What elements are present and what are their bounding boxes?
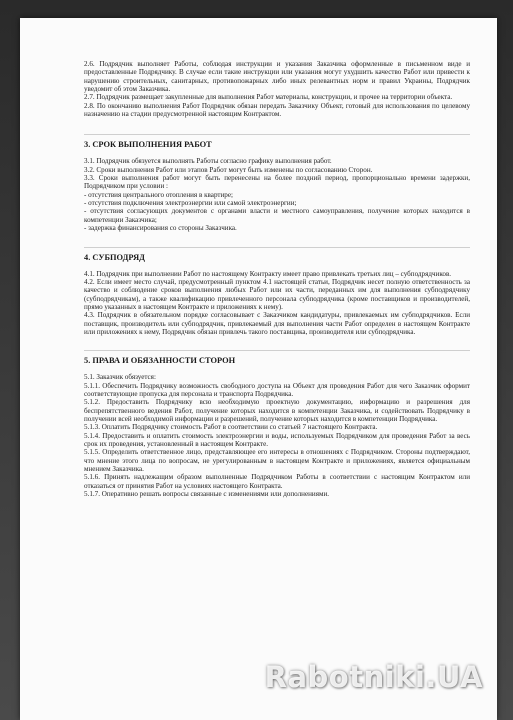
clause-3-3: 3.3. Сроки выполнения работ могут быть перенесены на более поздний период, пропорционально времени задержки, Подрядчиком при условии : (84, 174, 470, 191)
clause-5-1-7: 5.1.7. Оперативно решать вопросы связанные с изменениями или дополнениями. (84, 490, 330, 499)
clause-5-1-6: 5.1.6. Принять надлежащим образом выполненные Подрядчиком Работы в соответствии с настоящим Контрактом или отказаться от принятия Работ на условиях настоящего Контракта. (84, 473, 470, 490)
clause-4-3: 4.3. Подрядчик в обязательном порядке согласовывает с Заказчиком кандидатуры, привлекаемых им субподрядчиков. Если поставщик, производитель или субподрядчик, привлекаемый для выполнения части Работ определен в настоящем Контракте или приложениях к нему, Подрядчик обязан привлечь такого поставщика, производителя или субподрядчика. (84, 311, 470, 336)
clause-2-6: 2.6. Подрядчик выполняет Работы, соблюдая инструкции и указания Заказчика оформленные в письменном виде и предоставленные Подрядчику. В случае если такие инструкции или указания могут ухудшить качество Работ или привести к нарушению строительных, санитарных, противопожарных либо иных релевантных норм и правил Украины, Подрядчик уведомит об этом Заказчика. (84, 60, 470, 94)
clause-5-1-3: 5.1.3. Оплатить Подрядчику стоимость Работ в соответствии со статьей 7 настоящего Контракта. (84, 423, 378, 432)
document-page (20, 18, 497, 720)
clause-2-7: 2.7. Подрядчик размещает закупленные для выполнения Работ материалы, конструкции, и прочее на территории объекта. (84, 93, 453, 102)
list-item-documents: - отсутствия согласующих документов с органами власти и местного самоуправления, получение которых находится в компетенции Заказчика; (84, 207, 470, 224)
list-item-heating: - отсутствия центрального отопления в квартире; (84, 190, 233, 199)
document-body (84, 60, 470, 498)
section-4-heading: 4. СУБПОДРЯД (84, 252, 145, 262)
clause-5-1-5: 5.1.5. Определить ответственное лицо, представляющее его интересы в отношениях с Подрядчиком. Стороны подтверждают, что мнение этого лица по вопросам, не урегулированным в настоящем Контракте и приложениях, является официальным мнением Заказчика. (84, 448, 470, 474)
clause-5-1-4: 5.1.4. Предоставить и оплатить стоимость электроэнергии и воды, используемых Подрядчиком для проведения Работ за весь срок их проведения, установленный в настоящем Контракте. (84, 431, 470, 448)
section-3-heading: 3. СРОК ВЫПОЛНЕНИЯ РАБОТ (84, 140, 212, 150)
list-item-financing: - задержка финансирования со стороны Заказчика. (84, 224, 237, 233)
site-watermark: Rabotniki.UA (264, 660, 483, 694)
list-item-electricity: - отсутствия подключения электроэнергии или самой электроэнергии; (84, 199, 297, 208)
section-5-heading: 5. ПРАВА И ОБЯЗАННОСТИ СТОРОН (84, 356, 236, 366)
clause-3-2: 3.2. Сроки выполнения Работ или этапов Работ могут быть изменены по согласованию Сторон. (84, 165, 373, 174)
clause-5-1-1: 5.1.1. Обеспечить Подрядчику возможность свободного доступа на Объект для проведения Работ для чего Заказчик оформит соответствующие пропуска для персонала и транспорта Подрядчика. (84, 381, 470, 398)
clause-4-1: 4.1. Подрядчик при выполнении Работ по настоящему Контракту имеет право привлекать третьих лиц – субподрядчиков. (84, 269, 452, 278)
clause-3-1: 3.1. Подрядчик обязуется выполнять Работы согласно графику выполнения работ. (84, 157, 332, 166)
clause-5-1: 5.1. Заказчик обязуется: (84, 373, 156, 382)
clause-2-8: 2.8. По окончанию выполнения Работ Подрядчик обязан передать Заказчику Объект, готовый для использования по целевому назначению на стадии предусмотренной настоящим Контрактом. (84, 101, 470, 119)
clause-4-2: 4.2. Если имеет место случай, предусмотренный пунктом 4.1 настоящей статьи, Подрядчик несет полную ответственность за качество и соблюдение сроков выполнения любых Работ или их части, переданных им для выполнения субподрядчику (субподрядчикам), а также квалификацию привлеченного персонала субподрядчика (кроме поставщиков и производителей, прямо указанных в настоящем Контракте и приложениях к нему). (84, 277, 470, 311)
clause-5-1-2: 5.1.2. Предоставить Подрядчику всю необходимую проектную документацию, информацию и разрешения для беспрепятственного ведения Работ, получение которых находится в компетенции Заказчика, и содействовать Подрядчику в получении всей необходимой информации и разрешений, получение которых находится в компетенции Подрядчика. (84, 398, 470, 423)
